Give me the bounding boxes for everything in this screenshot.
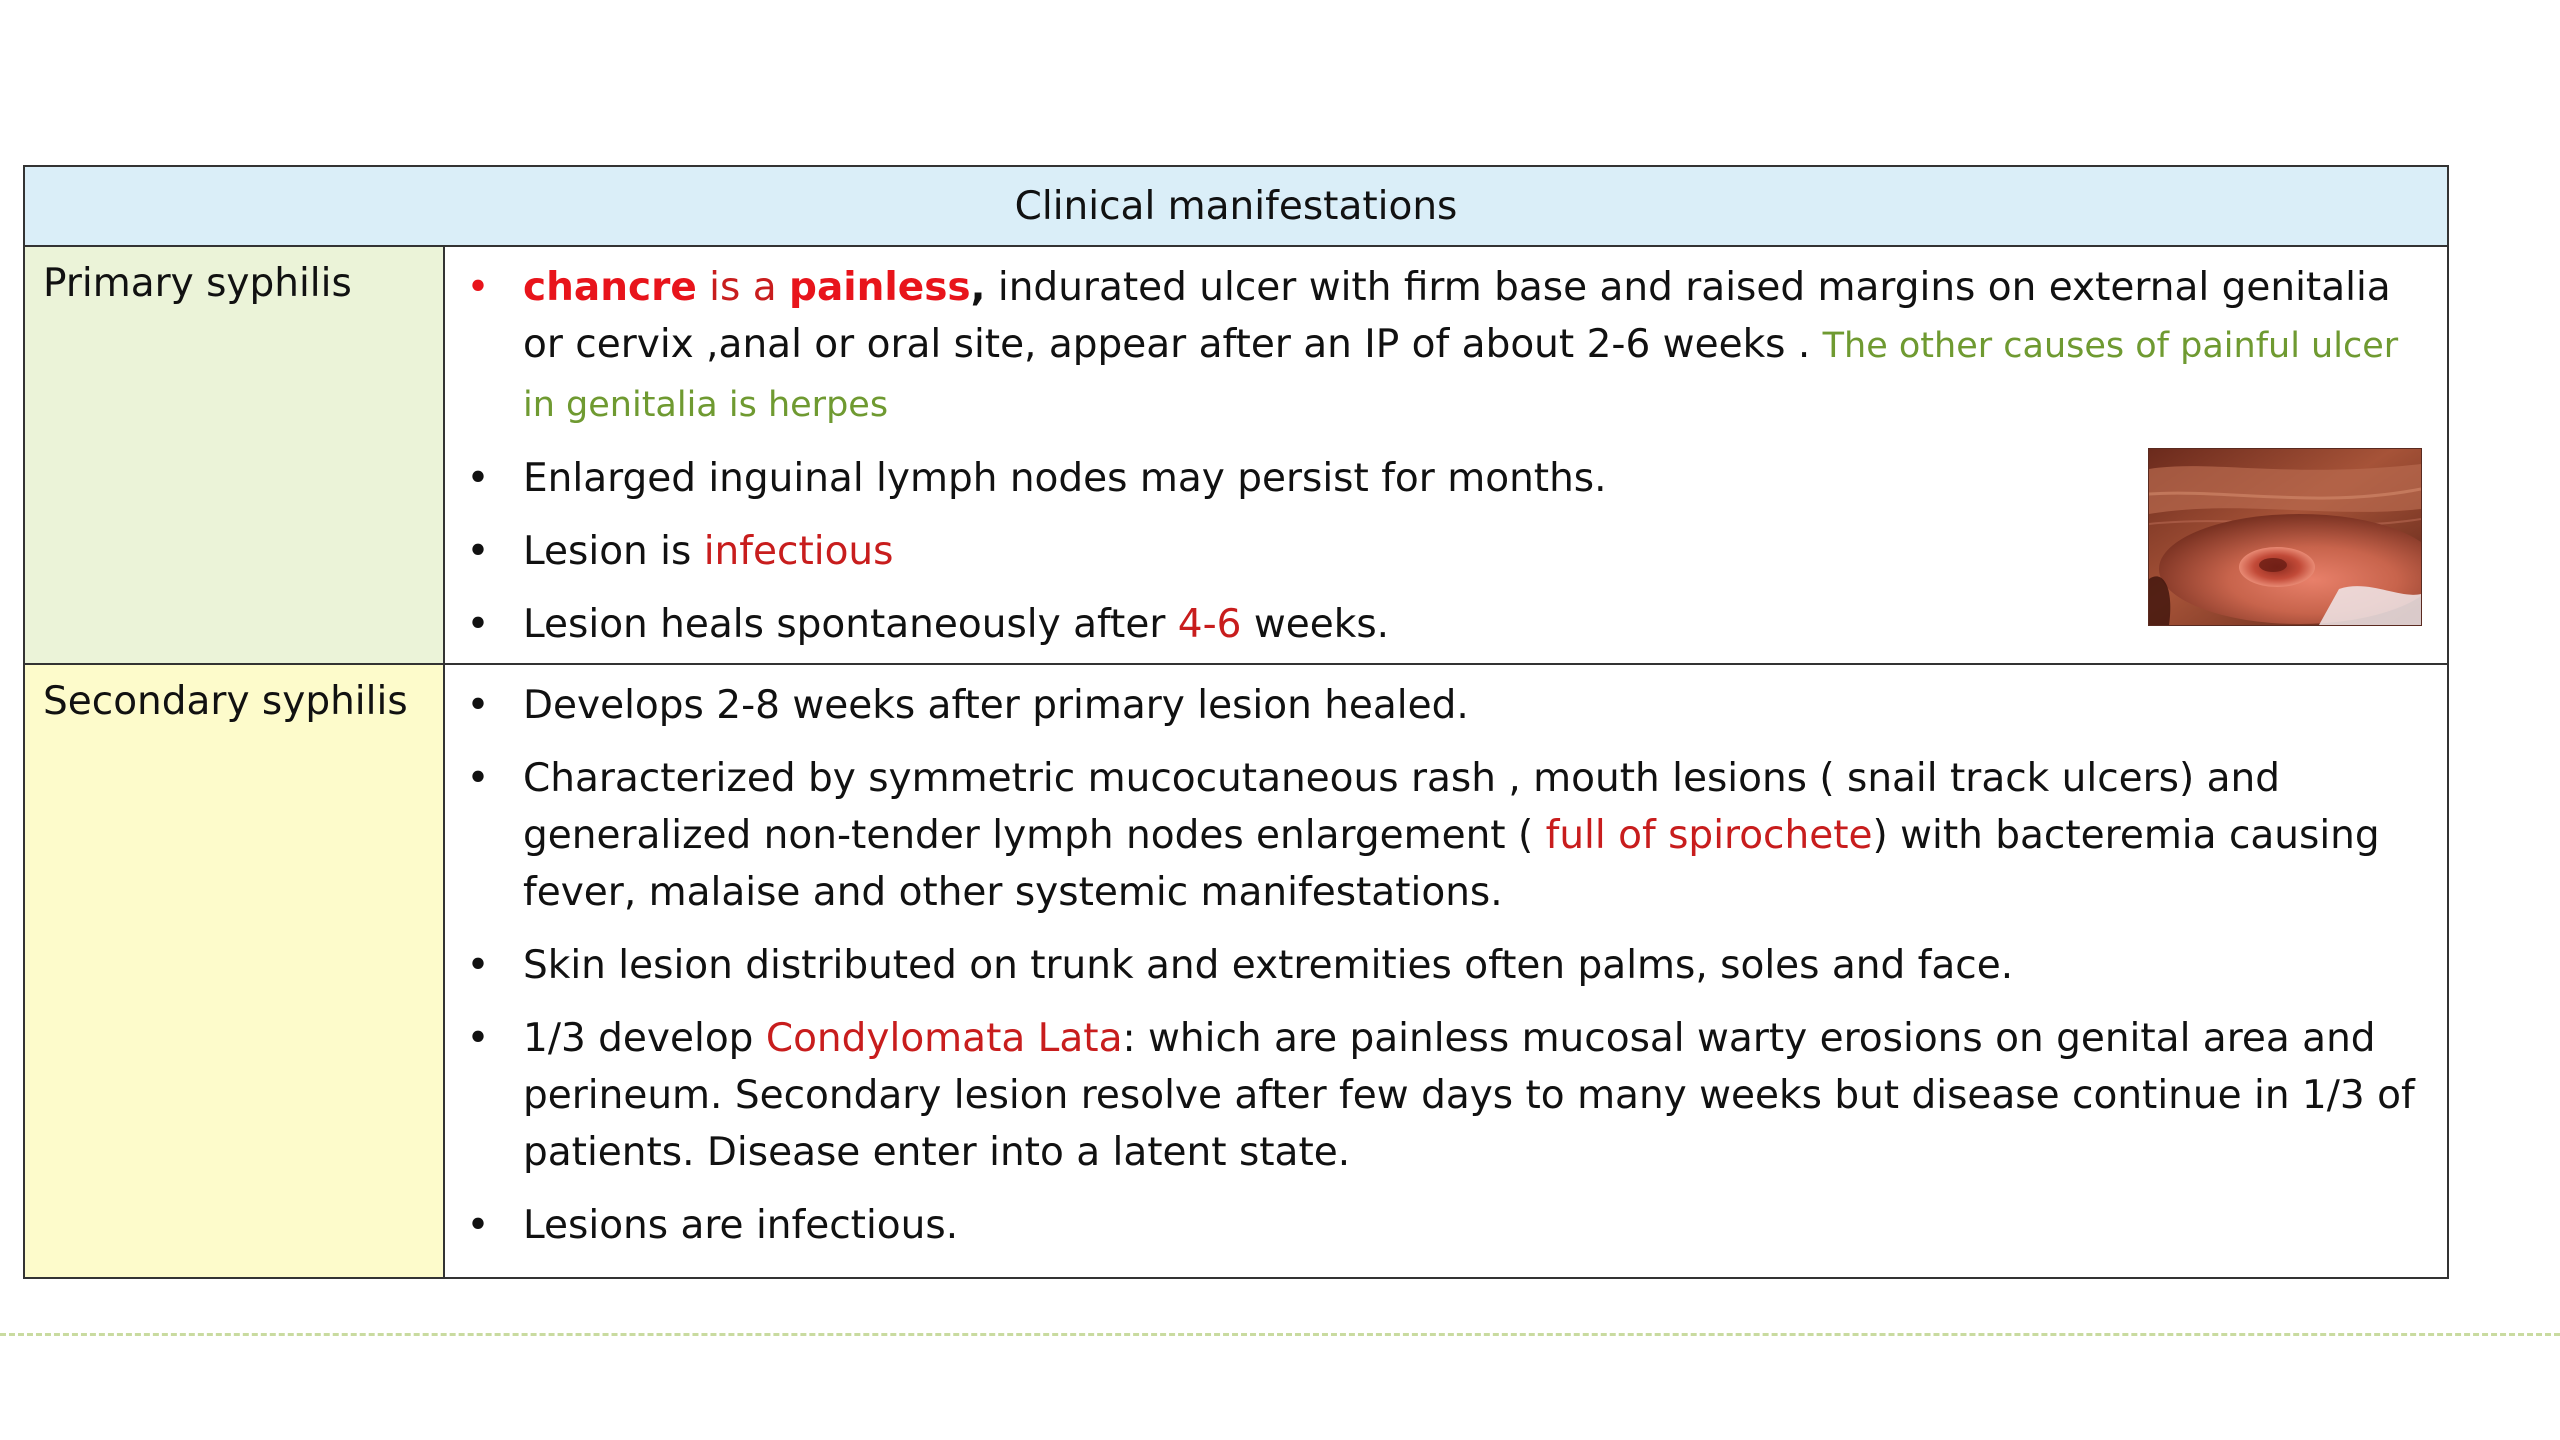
table-header-row <box>24 166 2448 246</box>
text-fragment: : which are painless mucosal warty erosions on genital area and perineum. Secondary lesion resolve after few days to many weeks but disease continue in 1/3 of patients. Disease enter into a latent state. <box>523 1016 2415 1175</box>
bullet-icon: • <box>466 1016 490 1061</box>
primary-bullet-lymph-nodes <box>445 450 2427 507</box>
duration-term: 4-6 <box>1177 602 1242 647</box>
text-fragment: Enlarged inguinal lymph nodes may persist for months. <box>523 456 1607 501</box>
secondary-syphilis-row <box>24 664 2448 1278</box>
bullet-icon: • <box>466 683 490 728</box>
primary-bullet-infectious <box>445 523 2427 580</box>
text-fragment: weeks. <box>1241 602 1390 647</box>
text-fragment: Lesions are infectious. <box>523 1203 959 1248</box>
infectious-term: infectious <box>703 529 894 574</box>
text-fragment: Lesion heals spontaneously after <box>523 602 1178 647</box>
primary-bullet-chancre <box>445 259 2427 434</box>
text-fragment: , <box>970 265 986 310</box>
bullet-icon: • <box>466 456 490 501</box>
clinical-manifestations-table <box>23 165 2449 1279</box>
text-fragment: 1/3 develop <box>523 1016 766 1061</box>
spirochete-term: full of spirochete <box>1545 813 1873 858</box>
primary-bullet-list <box>445 259 2427 653</box>
chancre-term: chancre <box>523 265 697 310</box>
bullet-icon: • <box>466 756 490 801</box>
bullet-icon: • <box>466 943 490 988</box>
primary-syphilis-label: Primary syphilis <box>24 246 444 664</box>
secondary-syphilis-label: Secondary syphilis <box>24 664 444 1278</box>
slide-divider <box>0 1333 2560 1336</box>
text-fragment: indurated ulcer with firm base and raised margins on external genitalia or cervix ,anal or oral site, appear after an IP of about 2-6 weeks . <box>523 265 2391 367</box>
primary-bullet-heals <box>445 596 2427 653</box>
text-fragment: ) with bacteremia causing fever, malaise and other systemic manifestations. <box>523 813 2380 915</box>
secondary-bullet-infectious <box>445 1197 2427 1254</box>
condylomata-term: Condylomata Lata <box>765 1016 1123 1061</box>
bullet-icon: • <box>466 529 490 574</box>
bullet-icon: • <box>466 1203 490 1248</box>
bullet-icon: • <box>466 602 490 647</box>
text-fragment: Characterized by symmetric mucocutaneous rash , mouth lesions ( snail track ulcers) and generalized non-tender lymph nodes enlargement ( <box>523 756 2280 858</box>
primary-syphilis-row <box>24 246 2448 664</box>
chancre-photo <box>2148 448 2422 626</box>
text-fragment: Lesion is <box>523 529 704 574</box>
secondary-bullet-condylomata <box>445 1010 2427 1181</box>
table-header: Clinical manifestations <box>24 166 2448 246</box>
secondary-syphilis-content <box>444 664 2448 1278</box>
text-fragment: is a <box>696 265 790 310</box>
herpes-note: The other causes of painful ulcer in genitalia is herpes <box>523 326 2399 425</box>
painless-term: painless <box>789 265 971 310</box>
text-fragment: Skin lesion distributed on trunk and extremities often palms, soles and face. <box>523 943 2014 988</box>
bullet-icon: • <box>466 265 490 310</box>
secondary-bullet-onset <box>445 677 2427 734</box>
chancre-image <box>2149 449 2421 625</box>
text-fragment: Develops 2-8 weeks after primary lesion healed. <box>523 683 1469 728</box>
secondary-bullet-list <box>445 677 2427 1254</box>
secondary-bullet-rash <box>445 750 2427 921</box>
secondary-bullet-skin-lesion <box>445 937 2427 994</box>
